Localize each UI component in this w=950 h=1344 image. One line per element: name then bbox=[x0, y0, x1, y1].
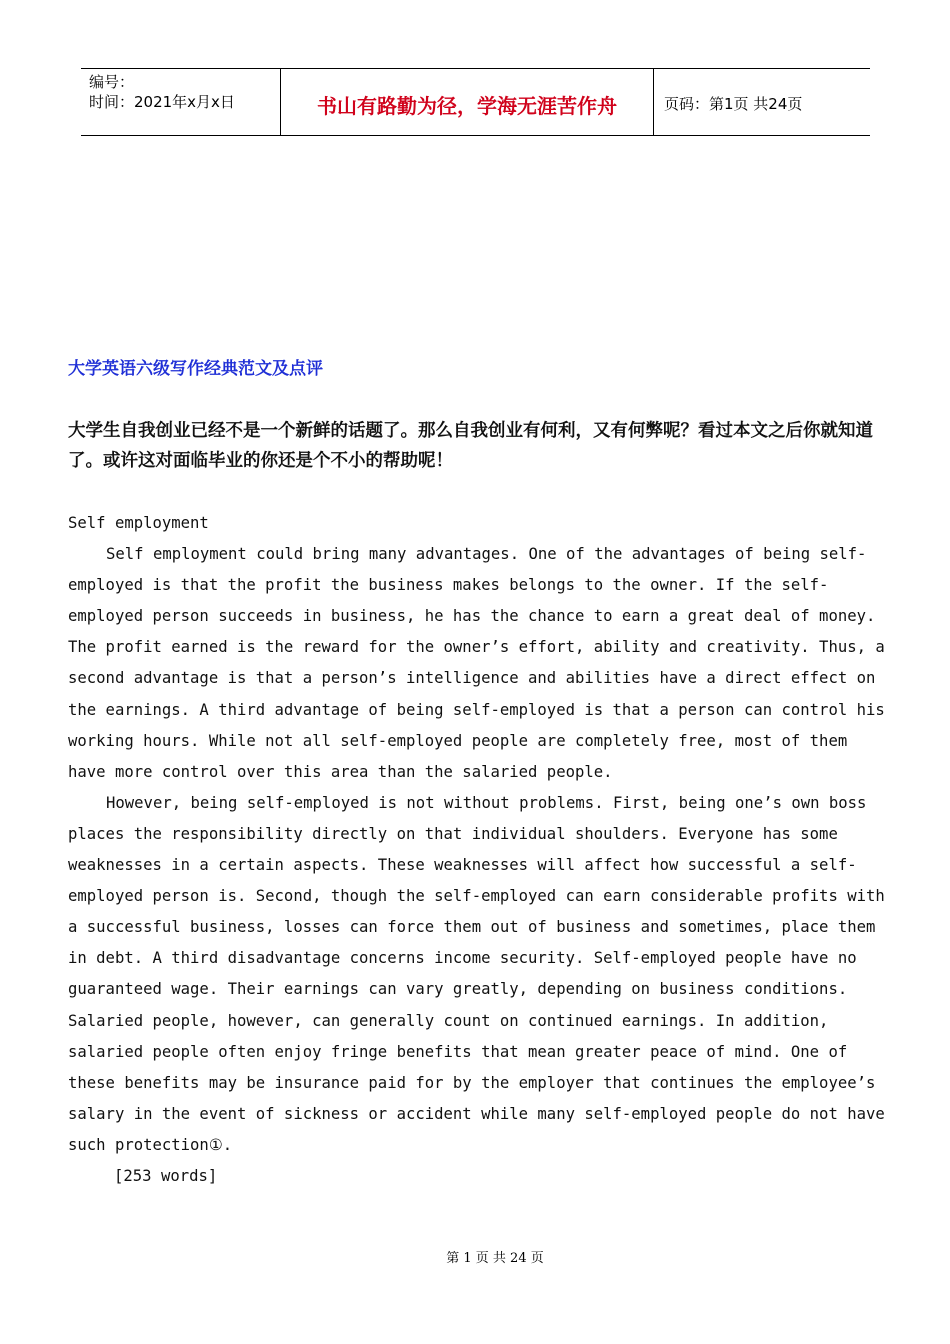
time-label: 时间：2021年x月x日 bbox=[89, 93, 235, 111]
intro-paragraph: 大学生自我创业已经不是一个新鲜的话题了。那么自我创业有何利，又有何弊呢？看过本文之后你就知道了。或许这对面临毕业的你还是个不小的帮助呢！ bbox=[68, 421, 873, 471]
essay-paragraph-1: Self employment could bring many advantages. One of the advantages of being self-employed is that the profit the business makes belongs to the owner. If the self-employed person succeeds in business, he has the chance to earn a great deal of money. The profit earned is the reward for the owner’s effort, ability and creativity. Thus, a second advantage is that a person’s intelligence and abilities have a direct effect on the earnings. A third advantage of being self-employed is that a person can control his working hours. While not all self-employed people are completely free, most of them have more control over this area than the salaried people. bbox=[68, 545, 885, 781]
document-title: 大学英语六级写作经典范文及点评 bbox=[68, 359, 323, 379]
header-page-label: 页码：第1页 共24页 bbox=[664, 94, 803, 113]
header-table bbox=[81, 68, 870, 136]
essay-body bbox=[68, 508, 888, 1192]
header-info-cell bbox=[81, 69, 281, 135]
number-label: 编号： bbox=[89, 73, 135, 91]
word-count: [253 words] bbox=[114, 1166, 218, 1185]
header-motto: 书山有路勤为径，学海无涯苦作舟 bbox=[281, 69, 654, 135]
page-footer: 第 1 页 共 24 页 bbox=[446, 1251, 544, 1266]
essay-title: Self employment bbox=[68, 514, 209, 532]
essay-paragraph-2: However, being self-employed is not without problems. First, being one’s own boss places the responsibility directly on that individual shoulders. Everyone has some weaknesses in a certain aspects. These weaknesses will affect how successful a self-employed person is. Second, though the self-employed can earn considerable profits with a successful business, losses can force them out of business and sometimes, place them in debt. A third disadvantage concerns income security. Self-employed people have no guaranteed wage. Their earnings can vary greatly, depending on business conditions. Salaried people, however, can generally count on continued earnings. In addition, salaried people often enjoy fringe benefits that mean greater peace of mind. One of these benefits may be insurance paid for by the employer that continues the employee’s salary in the event of sickness or accident while many self-employed people do not have such protection①. bbox=[68, 793, 885, 1154]
